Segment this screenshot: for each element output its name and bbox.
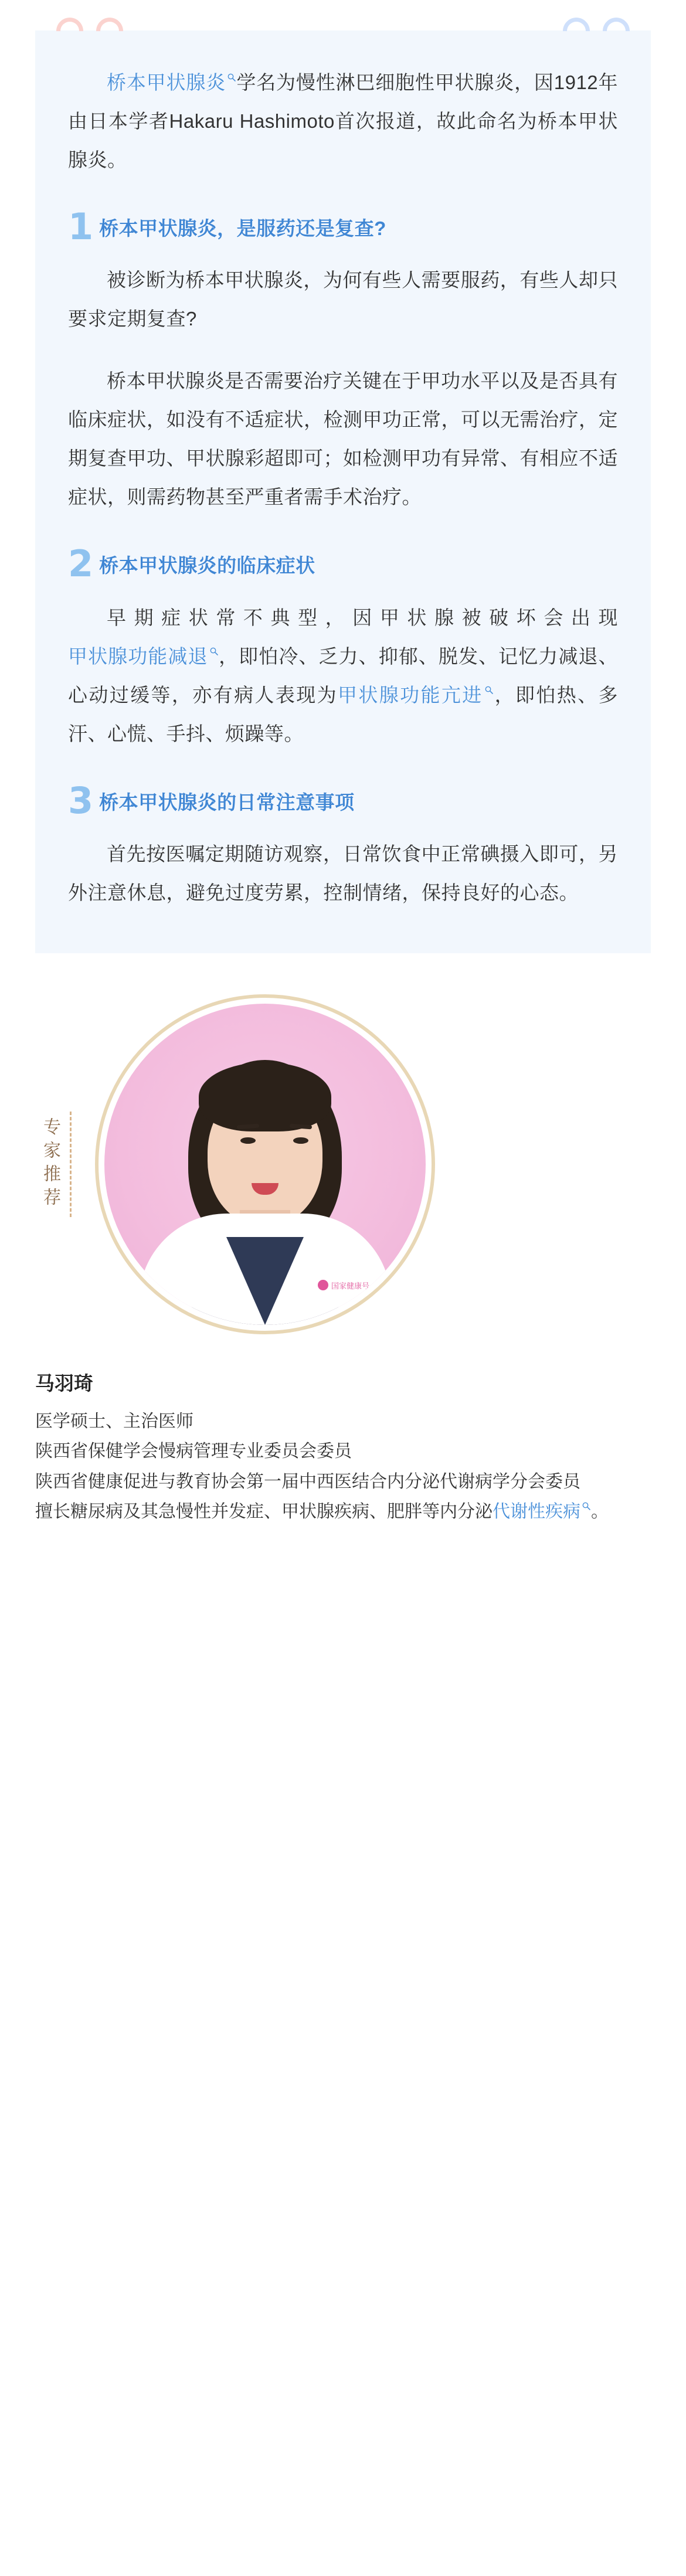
portrait-eye-right <box>293 1137 308 1144</box>
section-number-3: 3 <box>68 779 94 822</box>
quote-arc-blue-icon <box>557 12 595 50</box>
speciality-prefix: 擅长糖尿病及其急慢性并发症、甲状腺疾病、肥胖等内分泌 <box>35 1502 493 1522</box>
portrait-ring <box>95 994 435 1334</box>
section-heading-2 <box>68 542 618 586</box>
article-card <box>35 30 651 953</box>
speciality-line <box>35 1497 651 1527</box>
credential-2: 陕西省保健学会慢病管理专业委员会委员 <box>35 1442 352 1462</box>
quote-arc-blue-icon-2 <box>597 12 635 50</box>
search-icon <box>582 1501 591 1511</box>
section-heading-1 <box>68 205 618 248</box>
portrait-fringe <box>199 1062 331 1131</box>
term-hypothyroidism[interactable]: 甲状腺功能减退 <box>68 645 219 667</box>
dashed-divider <box>70 1112 72 1217</box>
intro-rest: 学名为慢性淋巴细胞性甲状腺炎，因1912年由日本学者Hakaru Hashimoto首次报道，故此命名为桥本甲状腺炎。 <box>68 72 619 171</box>
section-3-paragraph: 首先按医嘱定期随访观察，日常饮食中正常碘摄入即可，另外注意休息，避免过度劳累，控制情绪，保持良好的心态。 <box>68 842 618 903</box>
doctor-portrait <box>104 1004 426 1325</box>
section-2-paragraph <box>68 599 618 753</box>
decorative-quote-right <box>563 18 630 45</box>
search-icon <box>209 647 219 656</box>
search-icon <box>484 685 494 695</box>
expert-label: 专家推荐 <box>40 1117 60 1211</box>
speciality-suffix: 。 <box>591 1502 609 1522</box>
quote-arc-pink-icon-2 <box>90 12 128 50</box>
watermark-dot-icon <box>318 1280 328 1290</box>
section-title-3: 桥本甲状腺炎的日常注意事项 <box>99 791 355 813</box>
search-icon <box>227 73 236 82</box>
term-hashimoto[interactable]: 桥本甲状腺炎 <box>107 72 236 93</box>
portrait-eye-left <box>240 1137 256 1144</box>
expert-recommendation <box>0 994 686 1334</box>
expert-label-group <box>35 1112 72 1217</box>
quote-arc-pink-icon <box>50 12 89 50</box>
intro-paragraph <box>68 63 618 179</box>
section-1-paragraph-1: 被诊断为桥本甲状腺炎，为何有些人需要服药，有些人却只要求定期复查? <box>68 269 618 330</box>
section-title-1: 桥本甲状腺炎，是服药还是复查? <box>99 218 386 240</box>
credential-3: 陕西省健康促进与教育协会第一届中西医结合内分泌代谢病学分会委员 <box>35 1471 580 1491</box>
doctor-name: 马羽琦 <box>35 1372 93 1394</box>
section-heading-3 <box>68 779 618 822</box>
credential-1: 医学硕士、主治医师 <box>35 1411 193 1431</box>
section-1-paragraph-2: 桥本甲状腺炎是否需要治疗关键在于甲功水平以及是否具有临床症状，如没有不适症状，检测甲功正常，可以无需治疗，定期复查甲功、甲状腺彩超即可；如检测甲功有异常、有相应不适症状，则需药物甚至严重者需手术治疗。 <box>68 370 618 508</box>
doctor-bio <box>35 1367 651 1527</box>
watermark-text: 国家健康号 <box>331 1281 369 1290</box>
decorative-quote-left <box>56 18 123 45</box>
portrait-watermark <box>318 1280 369 1291</box>
s2-part3: ，即怕热、多汗、心慌、手抖、烦躁等。 <box>68 684 619 745</box>
section-number-2: 2 <box>68 542 94 586</box>
s2-part1: 早期症状常不典型，因甲状腺被破坏会出现 <box>107 606 618 628</box>
term-metabolic-disease[interactable]: 代谢性疾病 <box>493 1502 591 1521</box>
term-hyperthyroidism[interactable]: 甲状腺功能亢进 <box>338 684 494 706</box>
section-title-2: 桥本甲状腺炎的临床症状 <box>99 555 315 577</box>
section-number-1: 1 <box>68 205 94 248</box>
s2-part2: ，即怕冷、乏力、抑郁、脱发、记忆力减退、心动过缓等，亦有病人表现为 <box>68 645 619 706</box>
